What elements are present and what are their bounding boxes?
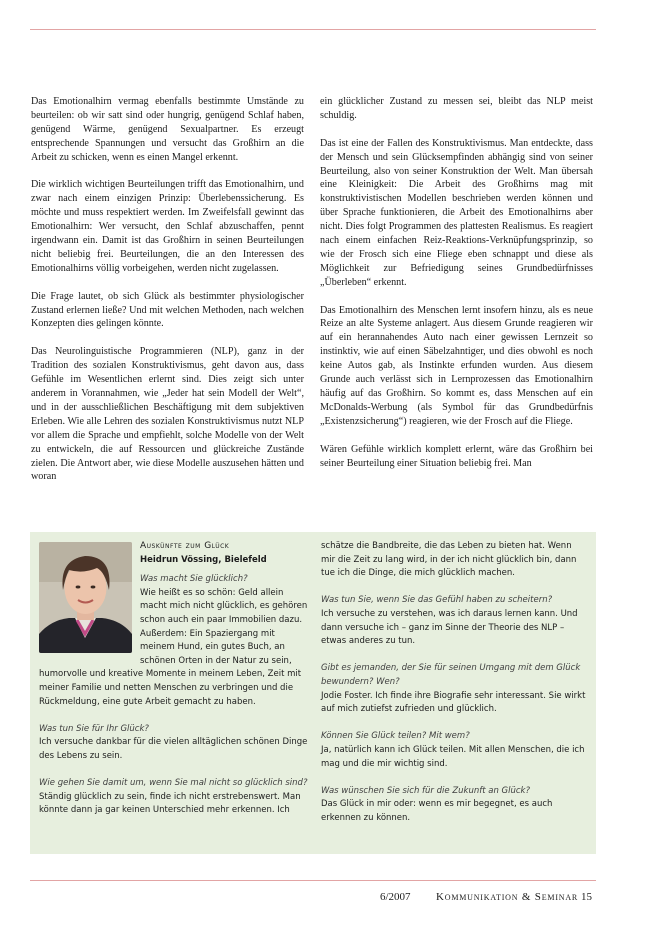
interviewee-name: Heidrun Vössing, Bielefeld — [140, 554, 267, 565]
interview-answer: Ständig glücklich zu sein, finde ich nicht erstrebenswert. Man könnte dann ja gar keinen Unterschied mehr erkennen. Ich — [39, 791, 301, 816]
interview-answer-continued: schätze die Bandbreite, die das Leben zu bieten hat. Wenn mir die Zeit zu lang wird, in der ich nicht glücklich bin, dann tue ich die Dinge, die mich glücklich machen. — [321, 541, 577, 579]
interview-question: Wie gehen Sie damit um, wenn Sie mal nicht so glücklich sind? — [39, 778, 308, 789]
paragraph: Das Emotionalhirn des Menschen lernt insofern hinzu, als es neue Reize an alte Systeme anlagert. Aus diesem Grunde reagieren wir auf ein herannahendes Auto nach einer gewissen Lernzeit so instinktiv, wie auf einen Säbelzahntiger, und dies obwohl es noch keine Autos gab, als Instinkte erfunden wurden. Aus diesem Grunde auch verlässt sich in Lernprozessen das Emotionalhirn häufig auf das Großhirn. So kommt es, dass Menschen auf ein McDonalds-Werbung (als Symbol für das Grundbedürfnis „Existenzsicherung“) reagieren, wie der Frosch auf die Fliege. — [320, 304, 593, 427]
paragraph: Die wirklich wichtigen Beurteilungen trifft das Emotionalhirn, und zwar nach einem einzigen Prinzip: Überlebenssicherung. Es möchte und muss respektiert werden. Im Zweifelsfall gewinnt das Emotionalhirn: Wer versucht, den Schlaf abzuschaffen, pennt irgendwann ein. Damit ist das Großhirn in seinen Beurteilungen nicht beliebig frei. Beurteilungen, die an den Interessen des Emotionalhirns völlig vorbeigehen, werden nicht zugelassen. — [31, 179, 304, 274]
page-number: 15 — [581, 891, 592, 903]
interview-column-right — [321, 540, 587, 839]
interview-answer: Ich versuche zu verstehen, was ich daraus lernen kann. Und dann versuche ich – ganz im Sinne der Theorie des NLP – etwas anderes zu tun. — [321, 608, 578, 647]
interview-question: Was wünschen Sie sich für die Zukunft an Glück? — [321, 785, 530, 796]
paragraph: Das ist eine der Fallen des Konstruktivismus. Man entdeckte, dass der Mensch und sein Glücksempfinden abhängig sind von seiner Beurteilung, also von seiner Konstruktion der Welt. Man übersah eine Kleinigkeit: Die Arbeit des Großhirns mag mit konstruktivistischen Modellen beschrieben werden können und über Sprache funktionieren, die Arbeit des Emotionalhirns aber nicht. Dies folgt Programmen des plattesten Realismus. Es reagiert nach einem einfachen Reiz-Reaktions-Verknüpfungsprinzip, so wie der Frosch sich eine Fliege eben schnappt und diese als Möglichkeit zur Befriedigung seines Grundbedürfnisses „Überleben“ erkennt. — [320, 137, 593, 288]
interview-column-left — [39, 540, 312, 831]
interview-kicker: Auskünfte zum Glück — [140, 541, 230, 551]
interview-question: Was macht Sie glücklich? — [140, 574, 248, 585]
issue-number: 6/2007 — [380, 891, 411, 903]
interview-answer: Ich versuche dankbar für die vielen alltäglichen schönen Dinge des Lebens zu sein. — [39, 737, 308, 761]
paragraph: ein glücklicher Zustand zu messen sei, bleibt das NLP meist schuldig. — [320, 96, 593, 121]
interview-answer: Jodie Foster. Ich finde ihre Biografie sehr interessant. Sie wirkt auf mich zutiefst zufrieden und glücklich. — [321, 690, 586, 715]
interview-question: Was tun Sie, wenn Sie das Gefühl haben zu scheitern? — [321, 595, 553, 606]
article-column-right — [320, 95, 593, 484]
portrait-photo — [39, 542, 132, 653]
article-column-left — [31, 95, 304, 498]
interview-answer: Das Glück in mir oder: wenn es mir begegnet, es auch erkennen zu können. — [321, 799, 553, 823]
interview-question: Was tun Sie für Ihr Glück? — [39, 723, 149, 734]
interview-answer: Wie heißt es so schön: Geld allein macht mich nicht glücklich, es gehören schon auch ein paar Immobilien dazu. Außerdem: Ein Spaziergang mit meinem Hund, ein gutes Buch, an schönen Orten in der Natur zu sein, humorvolle und kreative Momente in meinem Leben, Zeit mit meiner Familie und netten Menschen zu verbringen und die Rückmeldung, eine gute Arbeit gemacht zu haben. — [39, 587, 308, 707]
interview-box — [30, 532, 596, 854]
interview-question: Gibt es jemanden, der Sie für seinen Umgang mit dem Glück bewundern? Wen? — [321, 663, 581, 687]
magazine-title: Kommunikation & Seminar — [436, 891, 579, 903]
interview-question: Können Sie Glück teilen? Mit wem? — [321, 731, 470, 742]
paragraph: Das Neurolinguistische Programmieren (NLP), ganz in der Tradition des sozialen Konstruktivismus, geht davon aus, dass Gefühle im Wesentlichen erlernt sind. Dies zeigt sich unter anderem in Vorannahmen, wie „Jeder hat sein Modell der Welt“, und in der ausschließlichen Beschäftigung mit dem subjektiven Erleben. Wie alle Lehren des sozialen Konstruktivismus nutzt NLP vor allem die Sprache und empfiehlt, solche Modelle von der Welt zu entwickeln, die auf Ressourcen und glückreiche Zustände zielen. Die Antwort aber, wie diese Modelle auszusehen hätten und woran — [31, 346, 304, 483]
bottom-rule — [30, 880, 596, 881]
paragraph: Wären Gefühle wirklich komplett erlernt, wäre das Großhirn bei seiner Beurteilung einer Situation beliebig frei. Man — [320, 443, 593, 469]
paragraph: Das Emotionalhirn vermag ebenfalls bestimmte Umstände zu beurteilen: ob wir satt sind oder hungrig, genügend Schlaf haben, genügend Wärme, genügend Sexualpartner. Es erzeugt entsprechende Spannungen und versucht das Großhirn an die Arbeit zu schicken, wenn es einen Mangel erkennt. — [31, 96, 304, 163]
paragraph: Die Frage lautet, ob sich Glück als bestimmter physiologischer Zustand erlernen ließe? Und mit welchen Methoden, nach welchen Konzepten dies gelingen könnte. — [31, 290, 304, 330]
interview-answer: Ja, natürlich kann ich Glück teilen. Mit allen Menschen, die ich mag und die mir wichtig sind. — [321, 744, 585, 769]
top-rule — [30, 29, 596, 30]
